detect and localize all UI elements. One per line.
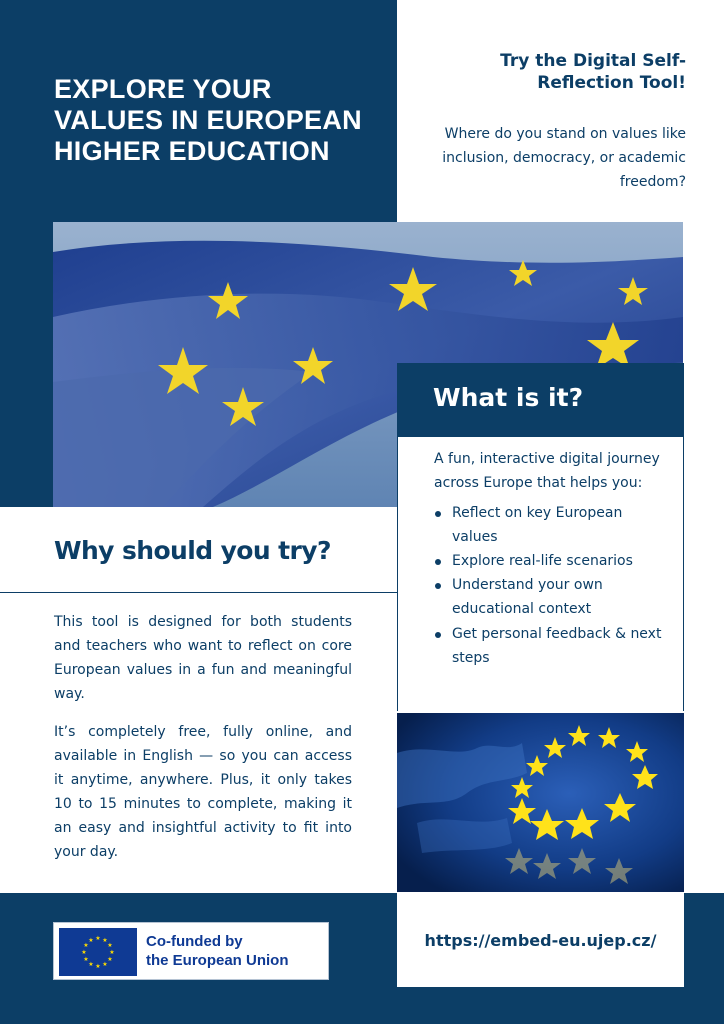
eu-funding-logo	[53, 922, 329, 980]
page-title: EXPLORE YOUR VALUES IN EUROPEAN HIGHER EDUCATION	[54, 74, 362, 167]
why-paragraph: This tool is designed for both students and teachers who want to reflect on core European values in a fun and meaningful way.	[54, 614, 352, 703]
left-band	[0, 222, 53, 507]
divider	[0, 592, 397, 593]
cta-title: Try the Digital Self-Reflection Tool!	[500, 51, 686, 94]
eu-stars-image	[397, 713, 684, 892]
list-item: Explore real-life scenarios	[434, 549, 669, 573]
eu-flag-icon	[59, 928, 137, 976]
list-item: Get personal feedback & next steps	[434, 622, 669, 670]
url-panel	[397, 893, 684, 987]
eu-line-1: Co-funded by	[146, 933, 243, 950]
website-link[interactable]: https://embed-eu.ujep.cz/	[424, 930, 657, 950]
svg-text:★: ★	[83, 956, 89, 963]
list-item: Reflect on key European values	[434, 501, 669, 549]
svg-text:★: ★	[102, 961, 108, 968]
list-item: Understand your own educational context	[434, 573, 669, 621]
svg-text:★: ★	[102, 937, 108, 944]
eu-funding-text	[146, 932, 289, 970]
svg-text:★: ★	[95, 963, 101, 970]
svg-text:★: ★	[95, 935, 101, 942]
svg-text:★: ★	[81, 949, 87, 956]
what-panel	[397, 437, 684, 711]
cta-text: Where do you stand on values like inclusion, democracy, or academic freedom?	[442, 126, 686, 190]
svg-text:★: ★	[107, 942, 113, 949]
what-intro: A fun, interactive digital journey across Europe that helps you:	[434, 451, 660, 492]
what-title: What is it?	[433, 383, 584, 412]
svg-text:★: ★	[88, 961, 94, 968]
why-title: Why should you try?	[54, 536, 331, 565]
svg-text:★: ★	[109, 949, 115, 956]
svg-text:★: ★	[107, 956, 113, 963]
svg-text:★: ★	[88, 937, 94, 944]
what-list	[434, 501, 669, 670]
why-paragraph: It’s completely free, fully online, and available in English — so you can access it anytime, anywhere. Plus, it only takes 10 to 15 minutes to complete, making it an easy and insightful activity to fit into your day.	[54, 724, 352, 861]
what-header	[397, 363, 684, 437]
svg-text:★: ★	[83, 942, 89, 949]
eu-line-2: the European Union	[146, 952, 289, 970]
